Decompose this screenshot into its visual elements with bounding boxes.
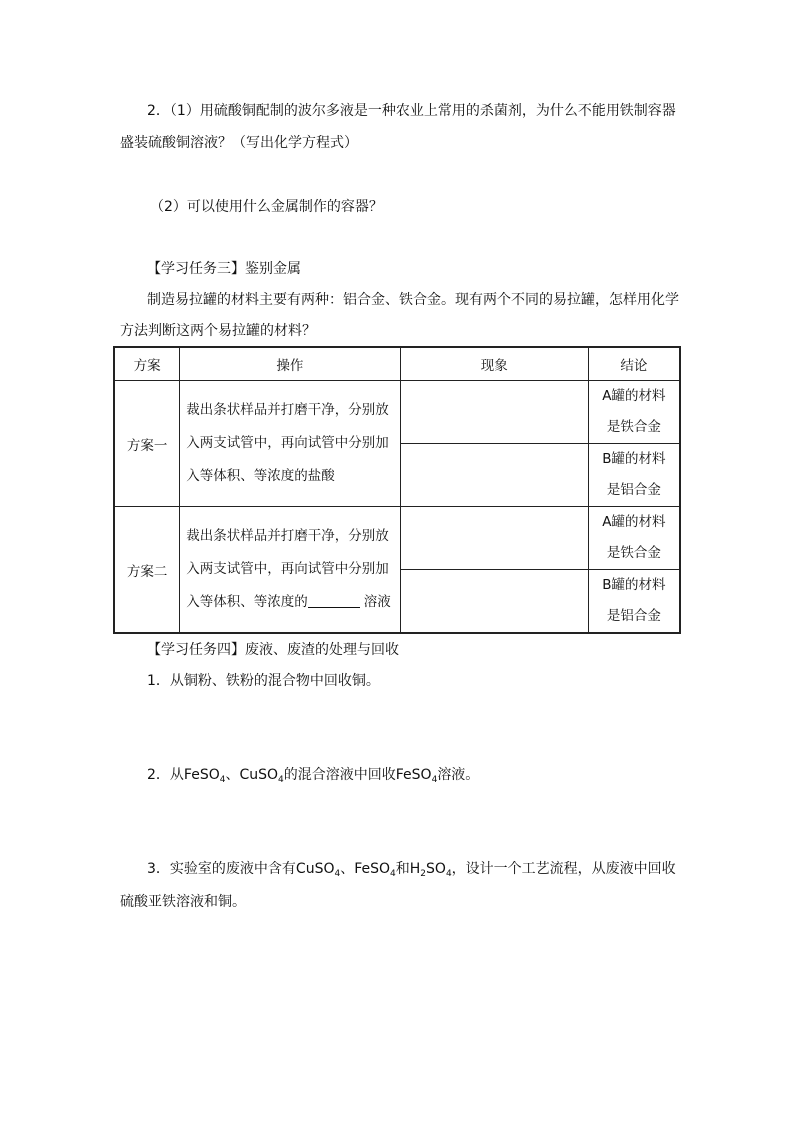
- task3-title: 【学习任务三】鉴别金属: [147, 261, 301, 277]
- item3-text: 、: [340, 861, 355, 877]
- conclusion-cell: [588, 381, 680, 444]
- conclusion-line: B罐的材料: [602, 577, 666, 593]
- table-header-row: [114, 347, 680, 381]
- conclusion-line: 是铁合金: [606, 545, 661, 561]
- table-row: [114, 381, 680, 444]
- q2-subquestion-2: （2）可以使用什么金属制作的容器？: [150, 199, 383, 215]
- header-conclusion: 结论: [588, 347, 680, 381]
- phenomenon-cell: [400, 570, 588, 634]
- conclusion-cell: [588, 507, 680, 570]
- phenomenon-cell: [400, 444, 588, 507]
- item2-text: 、: [225, 767, 240, 783]
- subscript: 4: [390, 869, 396, 879]
- task4-item2: [147, 765, 479, 785]
- subscript: 4: [445, 869, 452, 879]
- header-operation: 操作: [180, 347, 400, 381]
- operation-line: 入等体积、等浓度的盐酸: [186, 468, 335, 484]
- phenomenon-cell: [400, 507, 588, 570]
- task3-intro-line2: 方法判断这两个易拉罐的材料？: [120, 323, 316, 339]
- operation-line: 入两支试管中，再向试管中分别加: [186, 435, 389, 451]
- operation-suffix: 溶液: [363, 594, 391, 610]
- conclusion-line: A罐的材料: [602, 388, 666, 404]
- operation-cell: [180, 507, 400, 634]
- operation-line: 入两支试管中，再向试管中分别加: [186, 561, 389, 577]
- subscript: 4: [278, 775, 284, 785]
- item2-text: 溶液。: [437, 767, 480, 783]
- item2-text: 的混合溶液中回收: [283, 767, 396, 783]
- operation-line: 裁出条状样品并打磨干净，分别放: [186, 528, 389, 544]
- subscript: 2: [420, 869, 427, 879]
- task4-item3-line1: [147, 859, 676, 879]
- formula-cuso4: CuSO: [239, 767, 279, 783]
- table-row: [114, 507, 680, 570]
- conclusion-line: B罐的材料: [602, 451, 666, 467]
- q2-line1: 2．（1）用硫酸铜配制的波尔多液是一种农业上常用的杀菌剂，为什么不能用铁制容器: [147, 103, 676, 119]
- subscript: 4: [431, 775, 438, 785]
- header-phenomenon: 现象: [400, 347, 588, 381]
- conclusion-line: 是铁合金: [606, 419, 661, 435]
- task4-item3-line2: 硫酸亚铁溶液和铜。: [120, 894, 246, 910]
- phenomenon-cell: [400, 381, 588, 444]
- item3-text: ，设计一个工艺流程，从废液中回收: [451, 861, 676, 877]
- formula-cuso4: CuSO: [295, 861, 335, 877]
- formula-h2so4: SO: [426, 861, 446, 877]
- item3-text: 和: [395, 861, 410, 877]
- conclusion-line: 是铝合金: [606, 482, 661, 498]
- q2-line2: 盛装硫酸铜溶液？（写出化学方程式）: [120, 135, 358, 151]
- conclusion-line: 是铝合金: [606, 608, 661, 624]
- operation-line: 裁出条状样品并打磨干净，分别放: [186, 402, 389, 418]
- subscript: 4: [334, 869, 341, 879]
- formula-feso4: FeSO: [395, 767, 432, 783]
- item3-text: 3．实验室的废液中含有: [147, 861, 296, 877]
- conclusion-cell: [588, 444, 680, 507]
- plan-name: 方案一: [114, 381, 180, 507]
- task3-intro-line1: 制造易拉罐的材料主要有两种：铝合金、铁合金。现有两个不同的易拉罐，怎样用化学: [147, 292, 679, 308]
- item2-text: 2．从: [147, 767, 184, 783]
- header-plan: 方案: [114, 347, 180, 381]
- conclusion-line: A罐的材料: [602, 514, 666, 530]
- conclusion-cell: [588, 570, 680, 634]
- formula-h2so4: H: [409, 861, 421, 877]
- formula-feso4: FeSO: [183, 767, 220, 783]
- task4-title: 【学习任务四】废液、废渣的处理与回收: [147, 642, 399, 658]
- fill-in-blank: [308, 593, 360, 608]
- identification-table: [113, 346, 681, 634]
- operation-text: 入等体积、等浓度的: [186, 594, 308, 610]
- operation-line: [186, 586, 393, 619]
- subscript: 4: [219, 775, 226, 785]
- plan-name: 方案二: [114, 507, 180, 634]
- formula-feso4: FeSO: [354, 861, 391, 877]
- task4-item1: 1．从铜粉、铁粉的混合物中回收铜。: [147, 673, 380, 689]
- operation-cell: [180, 381, 400, 507]
